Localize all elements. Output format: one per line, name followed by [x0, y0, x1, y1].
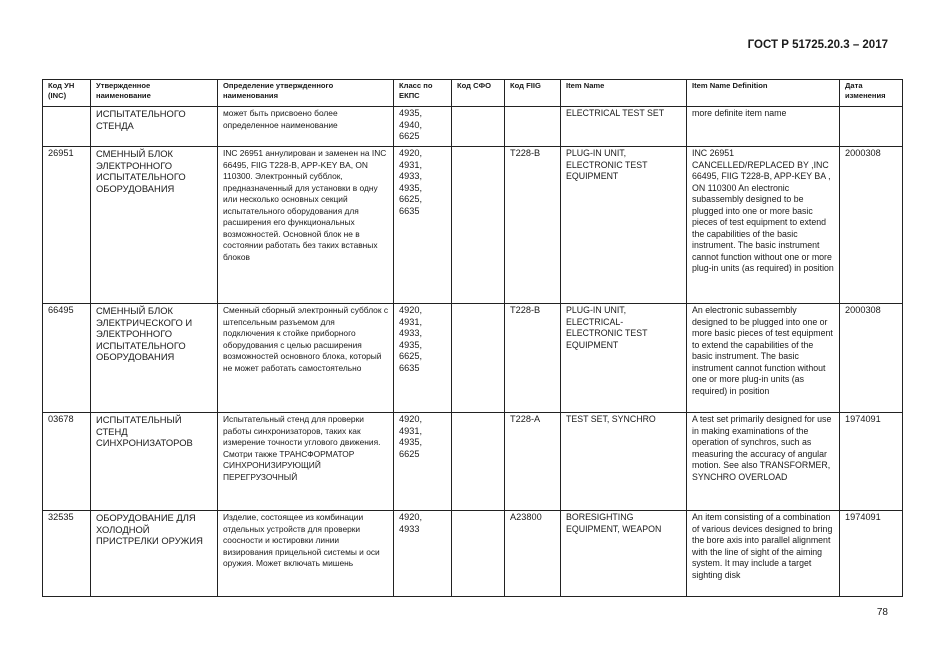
cell-inc: 32535	[43, 511, 91, 597]
cell-sfo-code	[452, 304, 505, 413]
cell-change-date	[840, 107, 903, 147]
cell-item-name-definition: A test set primarily designed for use in making examinations of the operation of synchros, such as measuring the accuracy of angular motion. See also TRANSFORMER, SYNCHRO OVERLOAD	[687, 413, 840, 511]
table-row	[43, 147, 903, 304]
cell-sfo-code	[452, 413, 505, 511]
cell-ekps-class: 4920, 4931, 4933, 4935, 6625, 6635	[394, 304, 452, 413]
cell-ekps-class: 4920, 4931, 4935, 6625	[394, 413, 452, 511]
header-approved-name: Утвержденное наименование	[91, 80, 218, 107]
cell-inc	[43, 107, 91, 147]
cell-change-date: 1974091	[840, 413, 903, 511]
cell-item-name: ELECTRICAL TEST SET	[561, 107, 687, 147]
cell-definition: может быть присвоено более определенное наименование	[218, 107, 394, 147]
cell-definition: Сменный сборный электронный субблок с штепсельным разъемом для подключения к стойке приборного оборудования с целью расширения возможностей основного блока, который не может работать самостоятельно	[218, 304, 394, 413]
cell-fiig-code	[505, 107, 561, 147]
cell-item-name: PLUG-IN UNIT, ELECTRONIC TEST EQUIPMENT	[561, 147, 687, 304]
cell-inc: 66495	[43, 304, 91, 413]
cell-definition: INC 26951 аннулирован и заменен на INC 66495, FIIG T228-B, APP-KEY BA, ON 110300. Электронный субблок, предназначенный для установки в одну или несколько основных секций испытательного оборудования для расширения его функциональных возможностей. Основной блок не в состоянии работать без таких вставных блоков	[218, 147, 394, 304]
header-ekps-class: Класс по ЕКПС	[394, 80, 452, 107]
cell-change-date: 2000308	[840, 147, 903, 304]
cell-item-name-definition: An electronic subassembly designed to be plugged into one or more basic pieces of test equipment to extend the capabilities of the basic instrument. The basic instrument cannot function without one or more plug-in units (as required) in position	[687, 304, 840, 413]
document-header: ГОСТ Р 51725.20.3 – 2017	[747, 39, 888, 51]
table-row	[43, 304, 903, 413]
table-row	[43, 511, 903, 597]
cell-approved-name: СМЕННЫЙ БЛОК ЭЛЕКТРОННОГО ИСПЫТАТЕЛЬНОГО ОБОРУДОВАНИЯ	[91, 147, 218, 304]
cell-ekps-class: 4935, 4940, 6625	[394, 107, 452, 147]
header-fiig-code: Код FIIG	[505, 80, 561, 107]
cell-inc: 26951	[43, 147, 91, 304]
cell-fiig-code: T228-B	[505, 304, 561, 413]
cell-sfo-code	[452, 107, 505, 147]
header-sfo-code: Код СФО	[452, 80, 505, 107]
header-item-name: Item Name	[561, 80, 687, 107]
cell-fiig-code: T228-B	[505, 147, 561, 304]
cell-item-name: PLUG-IN UNIT, ELECTRICAL- ELECTRONIC TEST EQUIPMENT	[561, 304, 687, 413]
header-change-date: Дата изменения	[840, 80, 903, 107]
cell-item-name: BORESIGHTING EQUIPMENT, WEAPON	[561, 511, 687, 597]
cell-item-name-definition: more definite item name	[687, 107, 840, 147]
cell-sfo-code	[452, 511, 505, 597]
cell-ekps-class: 4920, 4933	[394, 511, 452, 597]
records-table	[42, 79, 903, 597]
cell-approved-name: ИСПЫТАТЕЛЬНЫЙ СТЕНД СИНХРОНИЗАТОРОВ	[91, 413, 218, 511]
cell-ekps-class: 4920, 4931, 4933, 4935, 6625, 6635	[394, 147, 452, 304]
cell-fiig-code: T228-A	[505, 413, 561, 511]
header-definition: Определение утвержденного наименования	[218, 80, 394, 107]
cell-item-name-definition: INC 26951 CANCELLED/REPLACED BY ,INC 66495, FIIG T228-B, APP-KEY BA , ON 110300 An electronic subassembly designed to be plugged into one or more basic pieces of test equipment to extend the capabilities of the basic instrument. The basic instrument cannot function without one or more plug-in units (as required) in position	[687, 147, 840, 304]
cell-fiig-code: A23800	[505, 511, 561, 597]
cell-item-name-definition: An item consisting of a combination of various devices designed to bring the bore axis into parallel alignment with the line of sight of the aiming system. It may include a target sighting disk	[687, 511, 840, 597]
cell-change-date: 1974091	[840, 511, 903, 597]
cell-approved-name: СМЕННЫЙ БЛОК ЭЛЕКТРИЧЕСКОГО И ЭЛЕКТРОННОГО ИСПЫТАТЕЛЬНОГО ОБОРУДОВАНИЯ	[91, 304, 218, 413]
cell-item-name: TEST SET, SYNCHRO	[561, 413, 687, 511]
cell-approved-name: ОБОРУДОВАНИЕ ДЛЯ ХОЛОДНОЙ ПРИСТРЕЛКИ ОРУЖИЯ	[91, 511, 218, 597]
header-item-name-definition: Item Name Definition	[687, 80, 840, 107]
cell-definition: Изделие, состоящее из комбинации отдельных устройств для проверки соосности и юстировки линии визирования прицельной системы и оси оружия. Может включать мишень	[218, 511, 394, 597]
cell-change-date: 2000308	[840, 304, 903, 413]
cell-inc: 03678	[43, 413, 91, 511]
cell-sfo-code	[452, 147, 505, 304]
page-number: 78	[876, 607, 888, 618]
table-row	[43, 413, 903, 511]
cell-approved-name: ИСПЫТАТЕЛЬНОГО СТЕНДА	[91, 107, 218, 147]
cell-definition: Испытательный стенд для проверки работы синхронизаторов, таких как измерение точности углового движения. Смотри также ТРАНСФОРМАТОР СИНХРОНИЗИРУЮЩИЙ ПЕРЕГРУЗОЧНЫЙ	[218, 413, 394, 511]
header-inc: Код УН (INC)	[43, 80, 91, 107]
table-row	[43, 107, 903, 147]
table-header-row	[43, 80, 903, 107]
